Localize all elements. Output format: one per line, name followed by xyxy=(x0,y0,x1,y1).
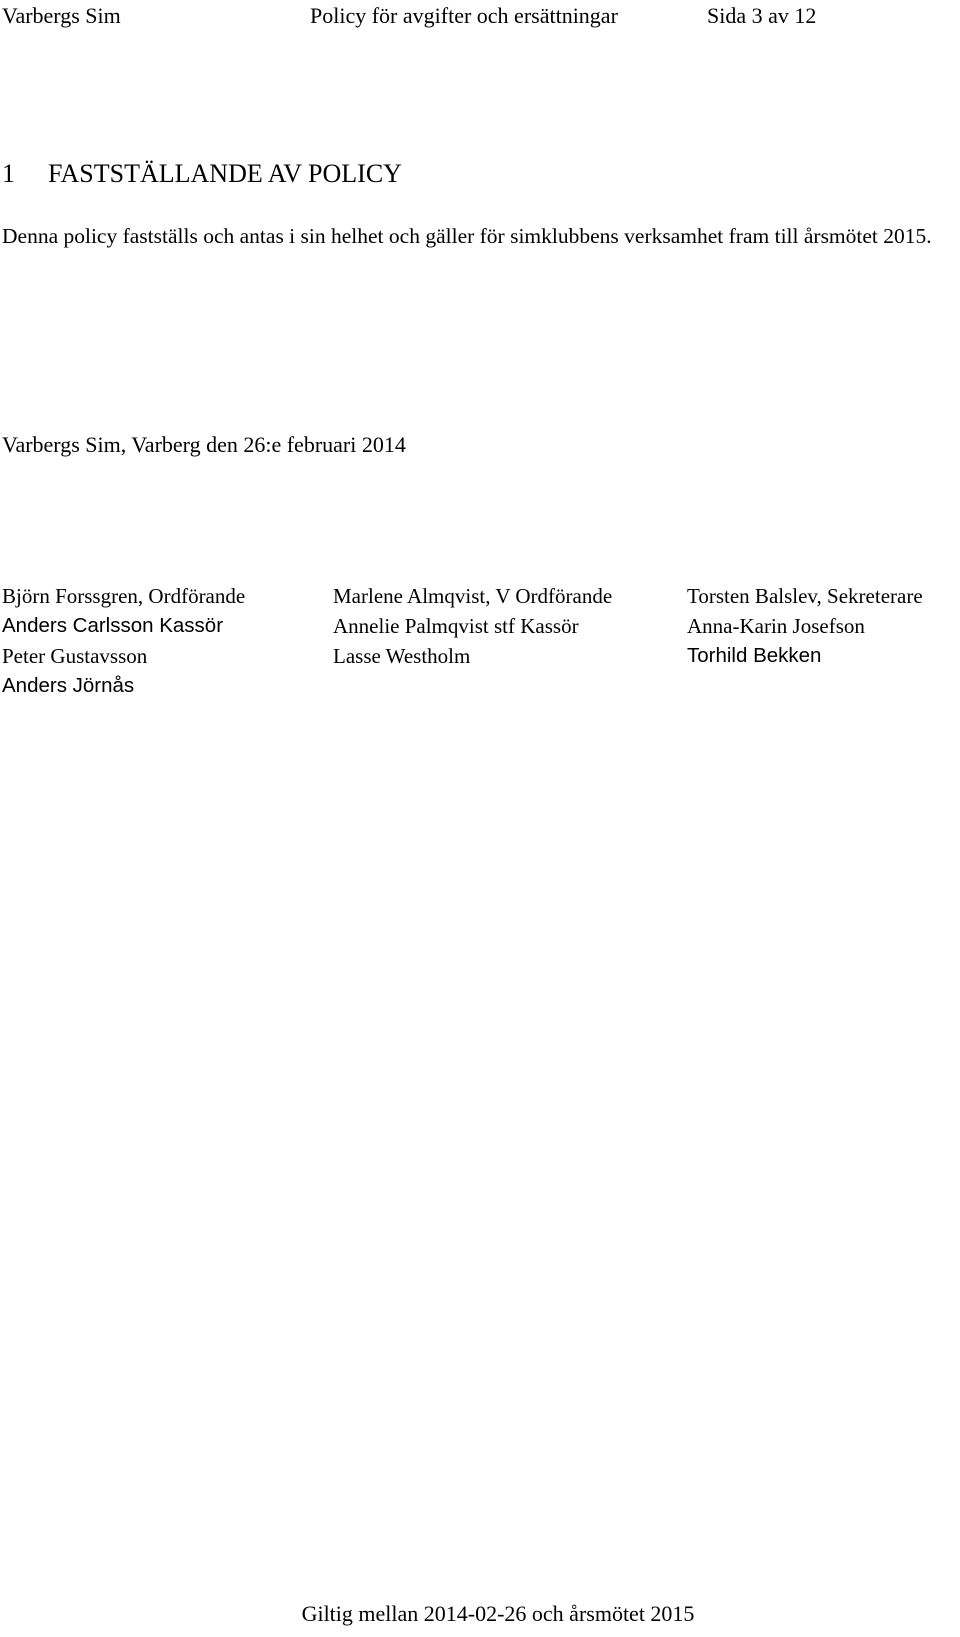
footer xyxy=(0,1600,960,1628)
header-organization: Varbergs Sim xyxy=(2,3,121,28)
signatory-column-1 xyxy=(2,581,245,701)
signatory-column-3 xyxy=(687,581,923,671)
signatory-name: Anna-Karin Josefson xyxy=(687,614,865,638)
header-page-indicator: Sida 3 av 12 xyxy=(707,3,817,28)
signatory-name: Torhild Bekken xyxy=(687,644,822,667)
place-and-date: Varbergs Sim, Varberg den 26:e februari 2014 xyxy=(2,432,406,457)
signatory-column-2 xyxy=(333,581,612,671)
signatory-name: Marlene Almqvist, V Ordförande xyxy=(333,584,613,608)
section-heading xyxy=(2,157,402,191)
signatory-name: Torsten Balslev, Sekreterare xyxy=(687,584,923,608)
signatory-name: Anders Jörnås xyxy=(2,674,135,697)
section-paragraph: Denna policy fastställs och antas i sin helhet och gäller för simklubbens verksamhet fram till årsmötet 2015. xyxy=(2,224,932,248)
section-number: 1 xyxy=(2,159,15,188)
signatory-name: Annelie Palmqvist stf Kassör xyxy=(333,614,579,638)
signatory-name: Björn Forssgren, Ordförande xyxy=(2,584,246,608)
signatory-name: Anders Carlsson Kassör xyxy=(2,614,224,637)
footer-validity: Giltig mellan 2014-02-26 och årsmötet 2015 xyxy=(301,1601,695,1626)
signatory-name: Lasse Westholm xyxy=(333,644,471,668)
header-document-title: Policy för avgifter och ersättningar xyxy=(310,3,618,28)
signatory-name: Peter Gustavsson xyxy=(2,644,148,668)
section-title: FASTSTÄLLANDE AV POLICY xyxy=(48,159,402,188)
